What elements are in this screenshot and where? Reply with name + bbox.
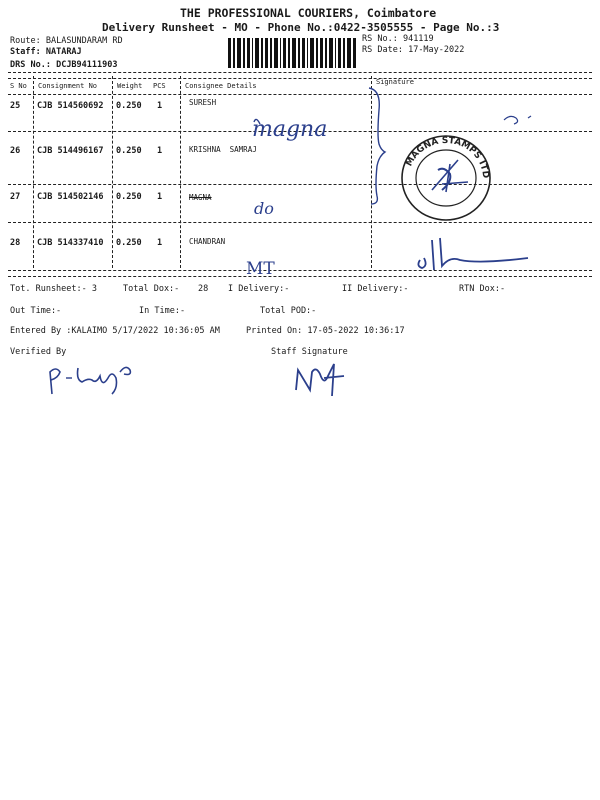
runsheet-subtitle: Delivery Runsheet - MO - Phone No.:0422-3505555 - Page No.:3 xyxy=(102,21,500,34)
tot-runsheet-label: Tot. Runsheet:- xyxy=(10,284,87,294)
company-stamp xyxy=(398,130,498,226)
table-header-rule xyxy=(8,94,592,95)
row-26-consignment: CJB 514496167 xyxy=(37,146,104,156)
row-25-weight: 0.250 xyxy=(116,101,142,111)
col-header-consignment: Consignment No xyxy=(38,82,98,90)
verified-by-label: Verified By xyxy=(10,347,67,357)
rs-date-line xyxy=(362,45,464,55)
col-header-weight: Weight xyxy=(117,82,143,90)
staff-signature xyxy=(290,360,350,400)
row-27-consignment: CJB 514502146 xyxy=(37,192,104,202)
total-pod-label: Total POD:- xyxy=(260,306,317,316)
row-26-sno: 26 xyxy=(10,146,21,156)
handwritten-mt xyxy=(244,252,294,280)
col-divider xyxy=(33,76,34,268)
route-value: BALASUNDARAM RD xyxy=(45,36,123,46)
printed-on: Printed On: 17-05-2022 10:36:17 xyxy=(246,326,405,336)
col-header-sno: S No xyxy=(10,82,27,90)
ink-mark xyxy=(500,108,540,128)
drs-line xyxy=(10,60,118,70)
col-divider xyxy=(180,76,181,268)
handwritten-magna xyxy=(250,112,360,146)
in-time-label: In Time:- xyxy=(139,306,186,316)
verified-by-signature xyxy=(42,358,142,400)
row-27-consignee: MAGNA xyxy=(189,193,212,202)
row-25-sno: 25 xyxy=(10,101,21,111)
row-27-pcs: 1 xyxy=(157,192,163,202)
svg-text:MT: MT xyxy=(246,259,275,279)
tot-runsheet-value: 3 xyxy=(91,284,98,294)
col-header-signature: Signature xyxy=(376,78,414,86)
rs-no-value: 941119 xyxy=(402,34,434,44)
table-top-rule xyxy=(8,72,592,73)
barcode xyxy=(228,38,358,68)
row-25-consignment: CJB 514560692 xyxy=(37,101,104,111)
rs-no-line xyxy=(362,34,434,44)
row-25-consignee: SURESH xyxy=(189,98,217,107)
drs-value: DCJB94111903 xyxy=(56,60,118,70)
i-delivery-label: I Delivery:- xyxy=(228,284,290,294)
staff-line xyxy=(10,47,82,57)
staff-value: NATARAJ xyxy=(45,47,82,57)
route-label: Route: xyxy=(10,36,41,46)
row-25-pcs: 1 xyxy=(157,101,163,111)
row-27-weight: 0.250 xyxy=(116,192,142,202)
entered-by: Entered By :KALAIMO 5/17/2022 10:36:05 AM xyxy=(10,326,220,336)
signature-row-28 xyxy=(410,236,540,276)
route-line xyxy=(10,36,123,46)
row-26-weight: 0.250 xyxy=(116,146,142,156)
rs-date-label: RS Date: xyxy=(362,45,403,55)
col-divider xyxy=(112,76,113,268)
handwritten-brace xyxy=(365,86,387,206)
company-title: THE PROFESSIONAL COURIERS, Coimbatore xyxy=(180,6,437,20)
handwritten-do xyxy=(250,196,300,220)
col-header-pcs: PCS xyxy=(153,82,166,90)
row-28-consignment: CJB 514337410 xyxy=(37,238,104,248)
rtn-dox-label: RTN Dox:- xyxy=(459,284,506,294)
row-26-consignee: KRISHNA SAMRAJ xyxy=(189,145,257,154)
row-28-pcs: 1 xyxy=(157,238,163,248)
svg-text:MAGNA STAMPS ITD: MAGNA STAMPS ITD xyxy=(404,135,491,179)
rs-no-label: RS No.: xyxy=(362,34,398,44)
out-time-label: Out Time:- xyxy=(10,306,62,316)
staff-label: Staff: xyxy=(10,47,41,57)
row-rule xyxy=(8,184,592,185)
svg-text:magna: magna xyxy=(252,117,328,142)
total-dox-label: Total Dox:- xyxy=(123,284,180,294)
row-27-sno: 27 xyxy=(10,192,21,202)
table-bottom-rule-2 xyxy=(8,276,592,277)
row-26-pcs: 1 xyxy=(157,146,163,156)
ii-delivery-label: II Delivery:- xyxy=(342,284,409,294)
col-header-consignee: Consignee Details xyxy=(185,82,257,90)
row-28-sno: 28 xyxy=(10,238,21,248)
row-28-weight: 0.250 xyxy=(116,238,142,248)
svg-text:do: do xyxy=(254,199,274,218)
row-rule xyxy=(8,222,592,223)
rs-date-value: 17-May-2022 xyxy=(408,45,465,55)
staff-signature-label: Staff Signature xyxy=(271,347,348,357)
drs-label: DRS No.: xyxy=(10,60,51,70)
table-top-rule-2 xyxy=(8,78,592,79)
total-dox-value: 28 xyxy=(198,284,209,294)
row-28-consignee: CHANDRAN xyxy=(189,237,226,246)
tot-runsheet xyxy=(10,284,97,294)
